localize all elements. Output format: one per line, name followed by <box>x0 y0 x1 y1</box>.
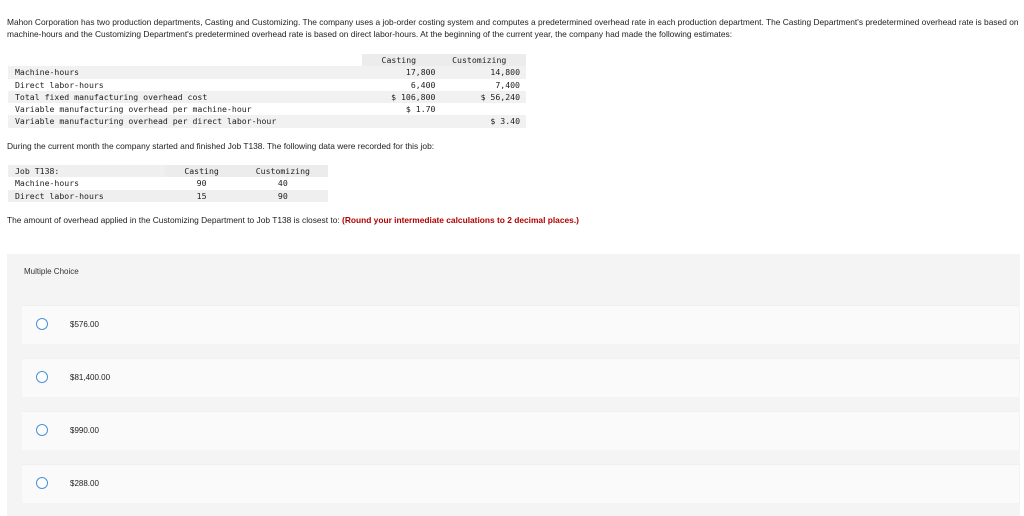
row-label: Machine-hours <box>15 178 80 189</box>
job-title: Job T138: <box>8 165 165 177</box>
estimates-table <box>8 54 526 128</box>
radio-button[interactable] <box>36 477 48 489</box>
row-label: Machine-hours <box>8 66 362 78</box>
casting-value: $ 1.70 <box>362 103 438 115</box>
job-header-row <box>8 165 328 177</box>
customizing-value: 40 <box>277 178 288 189</box>
choice-text: $81,400.00 <box>70 373 111 382</box>
casting-value: 15 <box>165 190 237 202</box>
question-prompt <box>7 214 579 226</box>
casting-value <box>362 115 438 127</box>
choice-option-a[interactable] <box>22 305 1019 344</box>
radio-button[interactable] <box>36 318 48 330</box>
choice-option-b[interactable] <box>22 358 1019 397</box>
choice-text: $288.00 <box>70 479 99 488</box>
radio-button[interactable] <box>36 371 48 383</box>
row-label: Total fixed manufacturing overhead cost <box>8 91 362 103</box>
rounding-hint: (Round your intermediate calculations to 2 decimal places.) <box>342 215 579 225</box>
table-row <box>8 79 526 91</box>
casting-value: $ 106,800 <box>362 91 438 103</box>
casting-value: 90 <box>196 178 207 189</box>
job-table <box>8 165 328 202</box>
estimates-header-casting: Casting <box>362 54 438 66</box>
row-label: Direct labor-hours <box>8 190 165 202</box>
choice-option-c[interactable] <box>22 411 1019 450</box>
customizing-value: 90 <box>238 190 328 202</box>
job-header-customizing: Customizing <box>238 165 328 177</box>
prompt-text: The amount of overhead applied in the Customizing Department to Job T138 is closest to: <box>7 215 340 225</box>
job-intro-text: During the current month the company started and finished Job T138. The following data were recorded for this job: <box>7 141 435 151</box>
table-row <box>8 190 328 202</box>
radio-button[interactable] <box>36 424 48 436</box>
estimates-header-row <box>8 54 526 66</box>
casting-value: 6,400 <box>362 79 438 91</box>
job-header-casting: Casting <box>165 165 237 177</box>
customizing-value: 14,800 <box>438 66 526 78</box>
row-label: Variable manufacturing overhead per machine-hour <box>8 103 362 115</box>
table-row <box>8 66 526 78</box>
question-intro: Mahon Corporation has two production departments, Casting and Customizing. The company uses a job-order costing system and computes a predetermined overhead rate in each production department. The Casting Department's predetermined overhead rate is based on machine-hours and the Customizing Department's predetermined overhead rate is based on direct labor-hours. At the beginning of the current year, the company had made the following estimates: <box>7 17 1019 39</box>
customizing-value <box>438 103 526 115</box>
multiple-choice-label: Multiple Choice <box>24 267 79 276</box>
choice-option-d[interactable] <box>22 464 1019 503</box>
estimates-header-customizing: Customizing <box>438 54 526 66</box>
table-row <box>8 115 526 127</box>
customizing-value: 7,400 <box>438 79 526 91</box>
casting-value: 17,800 <box>362 66 438 78</box>
customizing-value: $ 3.40 <box>438 115 526 127</box>
row-label: Variable manufacturing overhead per direct labor-hour <box>8 115 362 127</box>
table-row <box>8 103 526 115</box>
choice-text: $990.00 <box>70 426 99 435</box>
choice-text: $576.00 <box>70 320 99 329</box>
row-label: Direct labor-hours <box>8 79 362 91</box>
table-row <box>8 177 328 189</box>
table-row <box>8 91 526 103</box>
customizing-value: $ 56,240 <box>438 91 526 103</box>
